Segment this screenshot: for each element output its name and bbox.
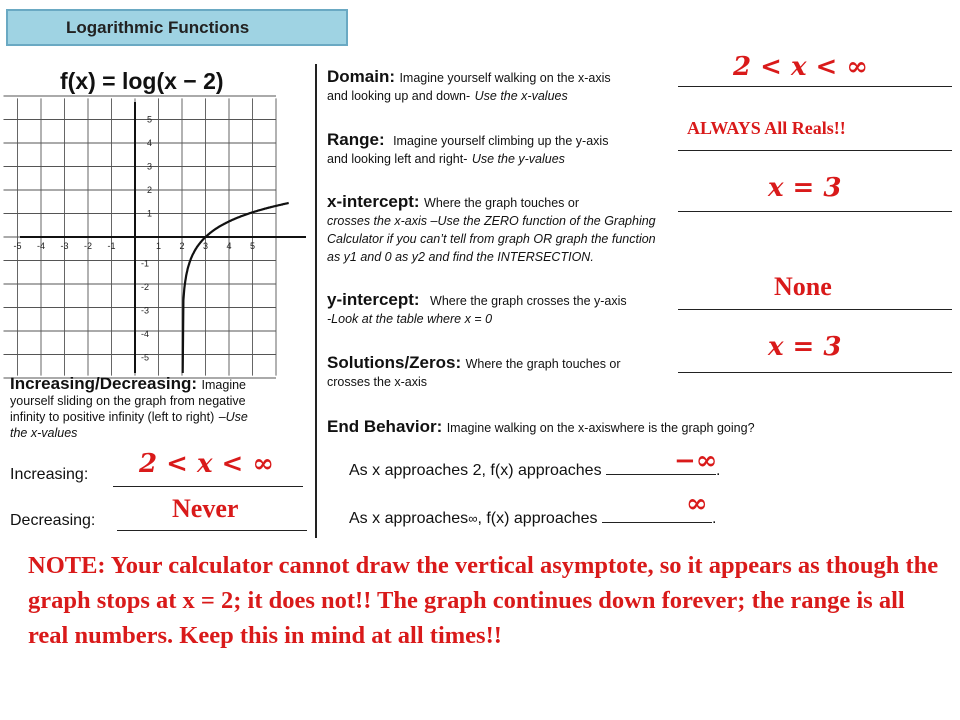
domain-answer-line <box>678 86 952 87</box>
xint-desc-3: Calculator if you can’t tell from graph OR graph the function <box>327 232 656 246</box>
incdec-section <box>10 376 310 441</box>
yint-answer-line <box>678 309 952 310</box>
decreasing-answer-line <box>117 530 307 531</box>
end-row-2-answer: ∞ <box>686 489 708 519</box>
incdec-desc-3: the x-values <box>10 426 78 440</box>
x-tick-label: -1 <box>107 241 116 251</box>
xint-heading: x-intercept: <box>327 192 420 211</box>
xint-answer-line <box>678 211 952 212</box>
log-curve <box>183 203 289 373</box>
end-row-2-text-a: As x approaches <box>349 510 469 527</box>
y-tick-label: 5 <box>147 114 153 125</box>
domain-section <box>327 67 611 105</box>
y-tick-label: 3 <box>147 161 153 172</box>
xint-desc-4: as y1 and 0 as y2 and find the INTERSECTION. <box>327 250 594 264</box>
xint-desc-1: Where the graph touches or <box>424 196 579 210</box>
end-behavior-desc: Imagine walking on the x-axiswhere is the graph going? <box>446 421 755 435</box>
y-tick-label: -1 <box>141 258 150 269</box>
end-row-2-inf: ∞ <box>468 511 478 526</box>
zeros-section <box>327 353 621 391</box>
xint-section <box>327 193 707 266</box>
domain-answer: 2 < x < ∞ <box>733 52 869 82</box>
x-tick-label: 2 <box>179 241 185 251</box>
y-tick-label: -5 <box>141 352 150 363</box>
incdec-head-desc: Imagine <box>201 378 247 392</box>
xint-desc-2: crosses the x-axis –Use the ZERO function of the Graphing <box>327 214 656 228</box>
increasing-answer: 2 < x < ∞ <box>139 449 275 479</box>
x-tick-label: 3 <box>202 241 209 251</box>
yint-heading: y-intercept: <box>327 290 420 309</box>
y-tick-label: 2 <box>147 185 153 195</box>
domain-desc-1: Imagine yourself walking on the x-axis <box>399 71 611 85</box>
increasing-label: Increasing: <box>10 466 89 483</box>
increasing-answer-line <box>113 486 303 487</box>
range-desc-1: Imagine yourself climbing up the y-axis <box>393 134 609 148</box>
function-graph <box>13 100 308 375</box>
x-tick-label: 5 <box>249 241 256 251</box>
domain-desc-2: and looking up and down- <box>327 89 471 103</box>
x-tick-label: 4 <box>226 241 232 251</box>
xint-answer: x = 3 <box>768 173 842 203</box>
zeros-desc-2: crosses the x-axis <box>327 375 428 389</box>
x-tick-label: -3 <box>60 241 69 251</box>
note-text: NOTE: Your calculator cannot draw the vertical asymptote, so it appears as though the graph stops at x = 2; it does not!! The graph continues down forever; the range is all real numbers. Keep this in mind at all times!! <box>28 552 939 649</box>
zeros-desc-1: Where the graph touches or <box>465 357 621 371</box>
end-behavior-row-1: As x approaches 2, f(x) approaches . <box>349 462 721 479</box>
decreasing-answer: Never <box>172 494 239 523</box>
range-heading: Range: <box>327 130 385 149</box>
y-tick-label: 4 <box>147 138 153 148</box>
zeros-heading: Solutions/Zeros: <box>327 353 462 372</box>
y-tick-label: 1 <box>147 208 153 219</box>
yint-desc-2: -Look at the table where x = 0 <box>327 312 493 326</box>
end-row-1-text: As x approaches 2, f(x) approaches <box>349 462 602 479</box>
domain-desc-2-italic: Use the x-values <box>474 89 568 103</box>
range-answer-line <box>678 150 952 151</box>
end-row-1-answer: −∞ <box>674 446 718 476</box>
x-tick-label: 1 <box>155 241 162 251</box>
y-tick-label: -3 <box>141 305 150 316</box>
x-tick-label: -5 <box>13 241 22 251</box>
range-answer: ALWAYS All Reals!! <box>687 118 846 138</box>
end-behavior-section <box>327 417 755 437</box>
yint-section <box>327 290 627 328</box>
zeros-answer-line <box>678 372 952 373</box>
end-behavior-heading: End Behavior: <box>327 417 443 436</box>
title-banner <box>6 9 348 46</box>
y-tick-label: -2 <box>141 282 150 292</box>
domain-heading: Domain: <box>327 67 395 86</box>
x-tick-label: -2 <box>83 241 93 251</box>
incdec-desc-2-italic: –Use <box>218 410 248 424</box>
function-label: f(x) = log(x − 2) <box>60 68 224 94</box>
x-tick-label: -4 <box>36 241 46 251</box>
incdec-desc-1: yourself sliding on the graph from negative <box>10 394 246 408</box>
range-desc-2-italic: Use the y-values <box>471 152 565 166</box>
decreasing-label: Decreasing: <box>10 512 96 529</box>
page-title: Logarithmic Functions <box>66 17 250 37</box>
column-divider <box>315 64 317 538</box>
y-tick-label: -4 <box>141 329 150 339</box>
range-desc-2: and looking left and right- <box>327 152 468 166</box>
incdec-heading: Increasing/Decreasing: <box>10 374 198 393</box>
end-row-2-text-b: , f(x) approaches <box>477 510 598 527</box>
incdec-desc-2: infinity to positive infinity (left to right) <box>10 410 215 424</box>
zeros-answer: x = 3 <box>768 332 842 362</box>
range-section <box>327 130 608 168</box>
end-behavior-row-2: As x approaches∞, f(x) approaches . <box>349 510 717 527</box>
yint-desc-1: Where the graph crosses the y-axis <box>430 294 627 308</box>
yint-answer: None <box>774 272 832 301</box>
